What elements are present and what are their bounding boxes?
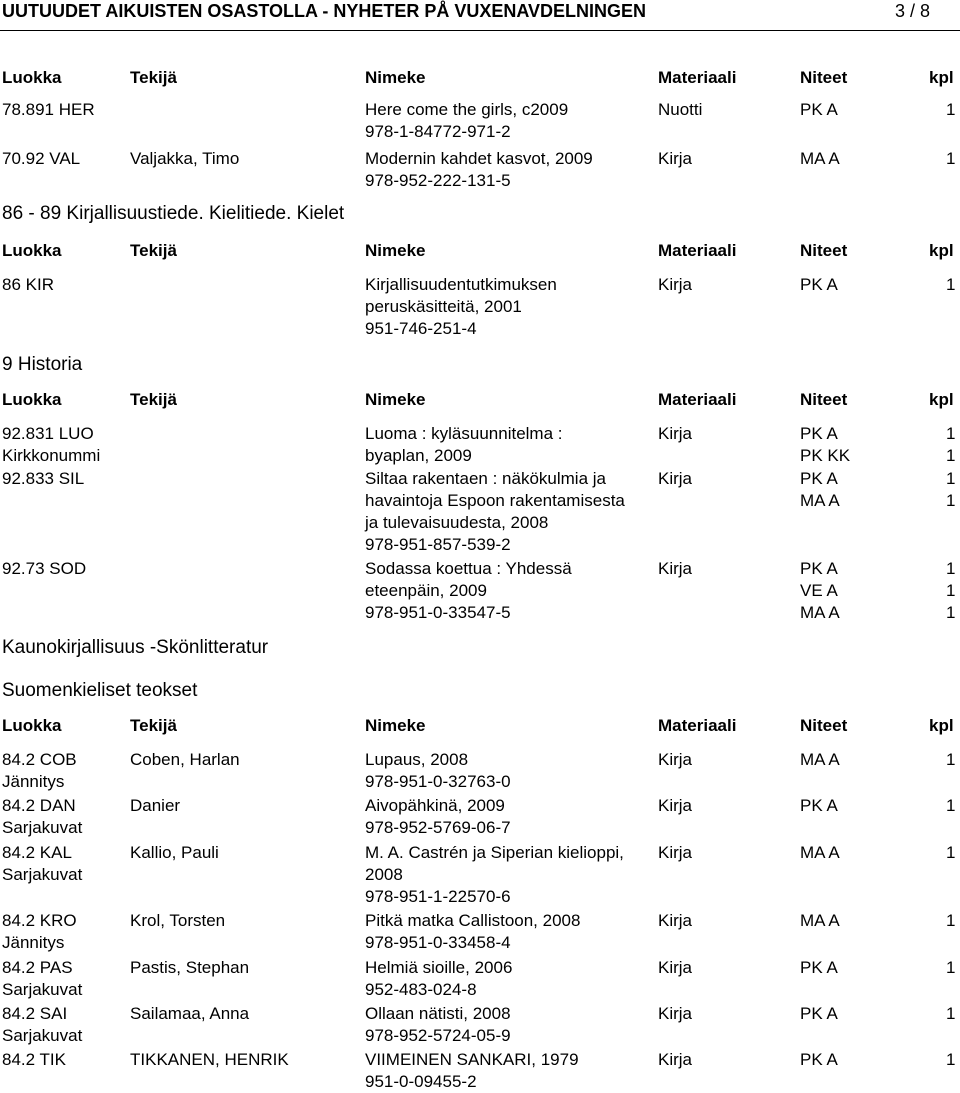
niteet-cell: PK A <box>800 559 838 578</box>
nimeke-cell: peruskäsitteitä, 2001 <box>365 297 522 316</box>
nimeke-cell: 978-951-0-33547-5 <box>365 603 511 622</box>
luokka-cell: Sarjakuvat <box>2 980 83 999</box>
column-header-kpl: kpl <box>929 716 954 735</box>
luokka-cell: 86 KIR <box>2 275 54 294</box>
materiaali-cell: Kirja <box>658 424 693 443</box>
column-header-nimeke: Nimeke <box>365 68 426 87</box>
tekija-cell: Danier <box>130 796 181 815</box>
kpl-cell: 1 <box>946 149 956 168</box>
column-header-niteet: Niteet <box>800 716 848 735</box>
nimeke-cell: havaintoja Espoon rakentamisesta <box>365 491 625 510</box>
nimeke-cell: 978-952-5769-06-7 <box>365 818 511 837</box>
materiaali-cell: Kirja <box>658 559 693 578</box>
niteet-cell: PK A <box>800 100 838 119</box>
materiaali-cell: Kirja <box>658 911 693 930</box>
column-header-row <box>0 67 960 89</box>
column-header-niteet: Niteet <box>800 68 848 87</box>
kpl-cell: 1 <box>946 958 956 977</box>
luokka-cell: 84.2 PAS <box>2 958 73 977</box>
nimeke-cell: 978-951-857-539-2 <box>365 535 511 554</box>
section-heading: Kaunokirjallisuus -Skönlitteratur <box>2 637 269 658</box>
niteet-cell: MA A <box>800 149 840 168</box>
nimeke-cell: 951-746-251-4 <box>365 319 477 338</box>
kpl-cell: 1 <box>946 750 956 769</box>
niteet-cell: PK KK <box>800 446 851 465</box>
column-header-luokka: Luokka <box>2 390 62 409</box>
column-header-kpl: kpl <box>929 241 954 260</box>
kpl-cell: 1 <box>946 100 956 119</box>
niteet-cell: PK A <box>800 958 838 977</box>
nimeke-cell: 2008 <box>365 865 403 884</box>
column-header-kpl: kpl <box>929 68 954 87</box>
nimeke-cell: M. A. Castrén ja Siperian kielioppi, <box>365 843 624 862</box>
column-header-tekija: Tekijä <box>130 716 177 735</box>
materiaali-cell: Kirja <box>658 1050 693 1069</box>
materiaali-cell: Kirja <box>658 1004 693 1023</box>
materiaali-cell: Kirja <box>658 750 693 769</box>
nimeke-cell: Sodassa koettua : Yhdessä <box>365 559 572 578</box>
page-header <box>0 0 960 31</box>
column-header-nimeke: Nimeke <box>365 716 426 735</box>
nimeke-cell: eteenpäin, 2009 <box>365 581 487 600</box>
luokka-cell: Sarjakuvat <box>2 865 83 884</box>
subsection-heading: Suomenkieliset teokset <box>2 680 198 701</box>
niteet-cell: PK A <box>800 424 838 443</box>
niteet-cell: MA A <box>800 911 840 930</box>
column-header-nimeke: Nimeke <box>365 241 426 260</box>
materiaali-cell: Kirja <box>658 796 693 815</box>
column-header-tekija: Tekijä <box>130 241 177 260</box>
column-header-niteet: Niteet <box>800 390 848 409</box>
nimeke-cell: Siltaa rakentaen : näkökulmia ja <box>365 469 606 488</box>
nimeke-cell: Pitkä matka Callistoon, 2008 <box>365 911 581 930</box>
luokka-cell: Sarjakuvat <box>2 1026 83 1045</box>
nimeke-cell: 978-952-5724-05-9 <box>365 1026 511 1045</box>
nimeke-cell: 978-951-0-32763-0 <box>365 772 511 791</box>
nimeke-cell: 978-1-84772-971-2 <box>365 122 511 141</box>
niteet-cell: PK A <box>800 275 838 294</box>
column-header-materiaali: Materiaali <box>658 68 737 87</box>
niteet-cell: PK A <box>800 1004 838 1023</box>
nimeke-cell: 978-951-0-33458-4 <box>365 933 511 952</box>
column-header-materiaali: Materiaali <box>658 241 737 260</box>
nimeke-cell: 978-951-1-22570-6 <box>365 887 511 906</box>
kpl-cell: 1 <box>946 911 956 930</box>
nimeke-cell: Lupaus, 2008 <box>365 750 469 769</box>
section-heading: 9 Historia <box>2 354 83 375</box>
nimeke-cell: 951-0-09455-2 <box>365 1072 477 1091</box>
tekija-cell: Pastis, Stephan <box>130 958 250 977</box>
column-header-materiaali: Materiaali <box>658 390 737 409</box>
niteet-cell: MA A <box>800 750 840 769</box>
nimeke-cell: 978-952-222-131-5 <box>365 171 511 190</box>
column-header-tekija: Tekijä <box>130 390 177 409</box>
luokka-cell: Jännitys <box>2 933 65 952</box>
luokka-cell: 92.831 LUO <box>2 424 94 443</box>
column-header-kpl: kpl <box>929 390 954 409</box>
nimeke-cell: Ollaan nätisti, 2008 <box>365 1004 511 1023</box>
nimeke-cell: Modernin kahdet kasvot, 2009 <box>365 149 593 168</box>
kpl-cell: 1 <box>946 491 956 510</box>
tekija-cell: Kallio, Pauli <box>130 843 219 862</box>
luokka-cell: 92.833 SIL <box>2 469 85 488</box>
column-header-tekija: Tekijä <box>130 68 177 87</box>
kpl-cell: 1 <box>946 1004 956 1023</box>
tekija-cell: Krol, Torsten <box>130 911 226 930</box>
materiaali-cell: Kirja <box>658 275 693 294</box>
column-header-row <box>0 715 960 737</box>
luokka-cell: 84.2 TIK <box>2 1050 66 1069</box>
luokka-cell: 92.73 SOD <box>2 559 87 578</box>
nimeke-cell: Luoma : kyläsuunnitelma : <box>365 424 563 443</box>
page-number: 3 / 8 <box>895 1 931 21</box>
niteet-cell: PK A <box>800 1050 838 1069</box>
materiaali-cell: Kirja <box>658 958 693 977</box>
materiaali-cell: Nuotti <box>658 100 703 119</box>
column-header-materiaali: Materiaali <box>658 716 737 735</box>
kpl-cell: 1 <box>946 446 956 465</box>
column-header-luokka: Luokka <box>2 241 62 260</box>
luokka-cell: 84.2 KRO <box>2 911 77 930</box>
luokka-cell: Jännitys <box>2 772 65 791</box>
niteet-cell: VE A <box>800 581 838 600</box>
kpl-cell: 1 <box>946 424 956 443</box>
nimeke-cell: VIIMEINEN SANKARI, 1979 <box>365 1050 579 1069</box>
kpl-cell: 1 <box>946 275 956 294</box>
page-title: UUTUUDET AIKUISTEN OSASTOLLA - NYHETER PÅ VUXENAVDELNINGEN <box>2 1 647 21</box>
materiaali-cell: Kirja <box>658 149 693 168</box>
luokka-cell: Sarjakuvat <box>2 818 83 837</box>
materiaali-cell: Kirja <box>658 843 693 862</box>
nimeke-cell: Kirjallisuudentutkimuksen <box>365 275 557 294</box>
nimeke-cell: Here come the girls, c2009 <box>365 100 569 119</box>
niteet-cell: MA A <box>800 491 840 510</box>
niteet-cell: MA A <box>800 843 840 862</box>
column-header-luokka: Luokka <box>2 68 62 87</box>
tekija-cell: Sailamaa, Anna <box>130 1004 250 1023</box>
column-header-luokka: Luokka <box>2 716 62 735</box>
tekija-cell: Coben, Harlan <box>130 750 240 769</box>
niteet-cell: PK A <box>800 796 838 815</box>
kpl-cell: 1 <box>946 796 956 815</box>
luokka-cell: 84.2 COB <box>2 750 77 769</box>
column-header-nimeke: Nimeke <box>365 390 426 409</box>
nimeke-cell: ja tulevaisuudesta, 2008 <box>365 513 549 532</box>
column-header-niteet: Niteet <box>800 241 848 260</box>
section-heading: 86 - 89 Kirjallisuustiede. Kielitiede. Kielet <box>2 203 345 224</box>
kpl-cell: 1 <box>946 843 956 862</box>
luokka-cell: Kirkkonummi <box>2 446 101 465</box>
nimeke-cell: byaplan, 2009 <box>365 446 472 465</box>
kpl-cell: 1 <box>946 581 956 600</box>
luokka-cell: 84.2 KAL <box>2 843 72 862</box>
luokka-cell: 84.2 SAI <box>2 1004 68 1023</box>
luokka-cell: 84.2 DAN <box>2 796 76 815</box>
tekija-cell: Valjakka, Timo <box>130 149 240 168</box>
luokka-cell: 70.92 VAL <box>2 149 81 168</box>
kpl-cell: 1 <box>946 603 956 622</box>
column-header-row <box>0 389 960 411</box>
kpl-cell: 1 <box>946 469 956 488</box>
nimeke-cell: Aivopähkinä, 2009 <box>365 796 505 815</box>
column-header-row <box>0 240 960 262</box>
luokka-cell: 78.891 HER <box>2 100 95 119</box>
nimeke-cell: Helmiä sioille, 2006 <box>365 958 513 977</box>
nimeke-cell: 952-483-024-8 <box>365 980 477 999</box>
kpl-cell: 1 <box>946 559 956 578</box>
tekija-cell: TIKKANEN, HENRIK <box>130 1050 289 1069</box>
kpl-cell: 1 <box>946 1050 956 1069</box>
materiaali-cell: Kirja <box>658 469 693 488</box>
niteet-cell: MA A <box>800 603 840 622</box>
niteet-cell: PK A <box>800 469 838 488</box>
